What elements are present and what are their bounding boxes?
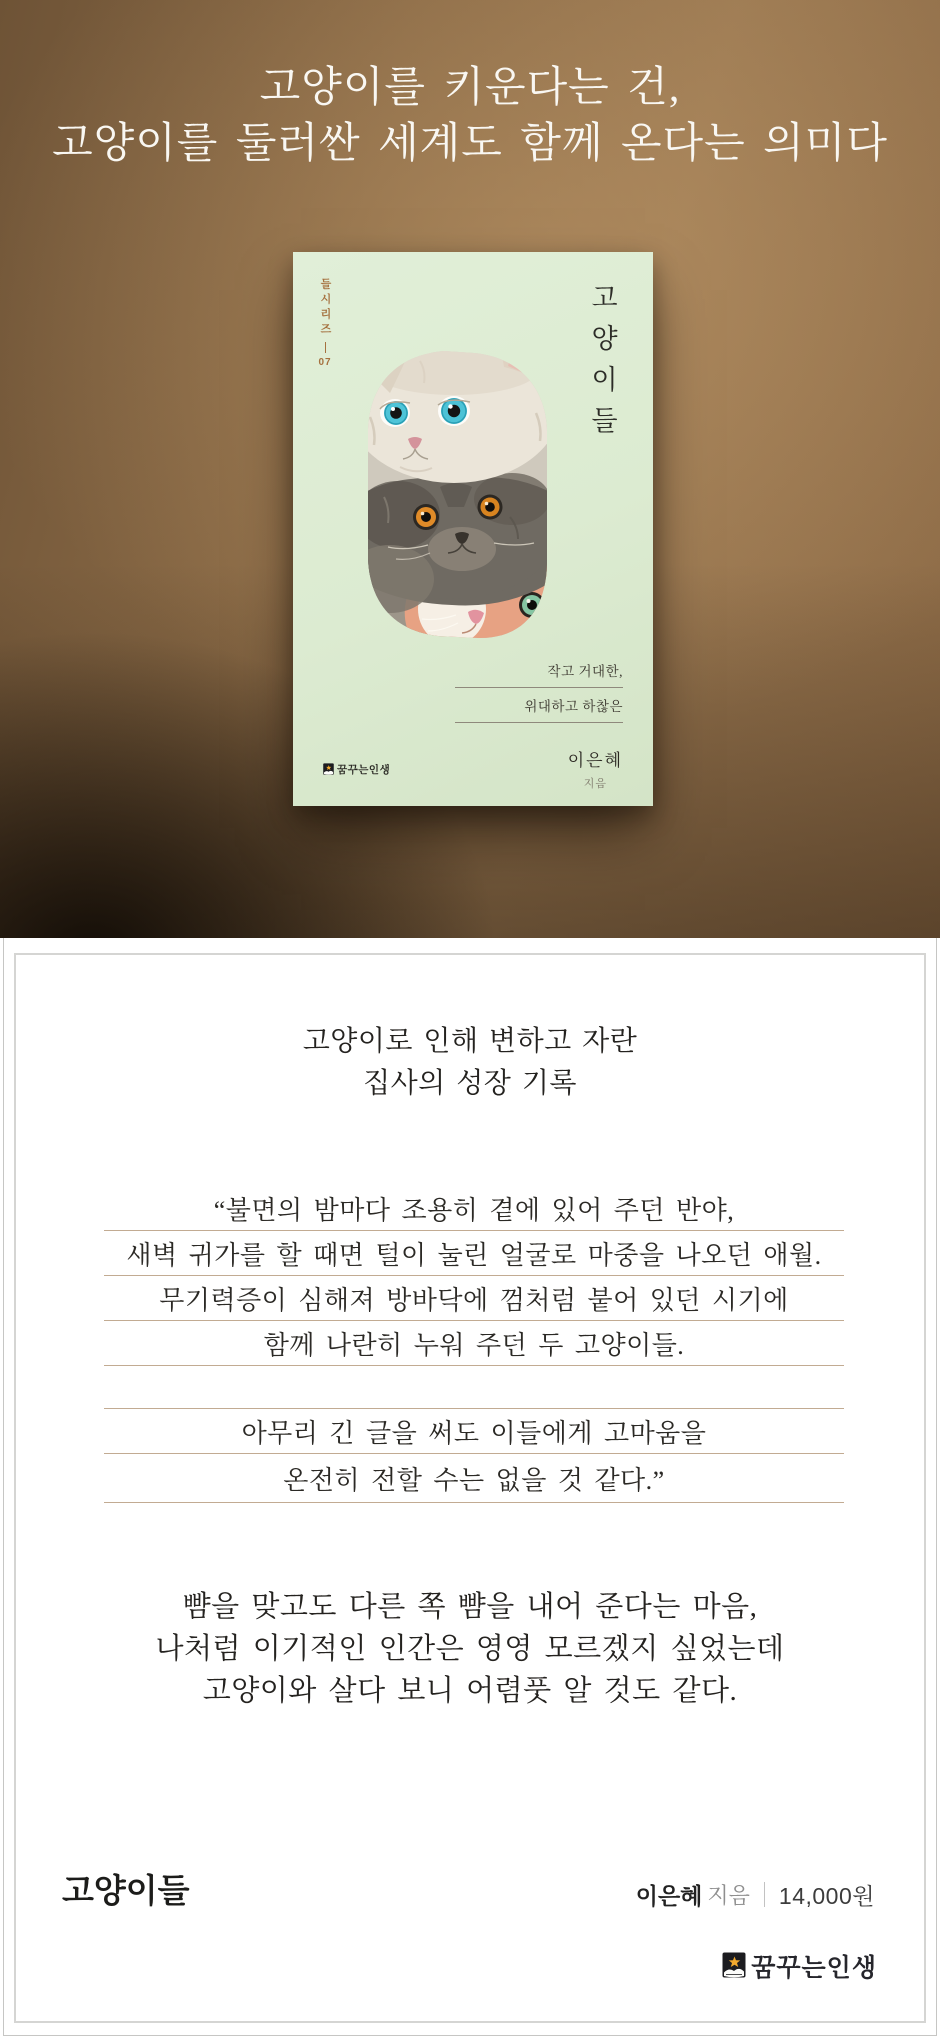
quote-row: 아무리 긴 글을 써도 이들에게 고마움을: [104, 1409, 844, 1454]
publisher-logo-icon: [722, 1952, 746, 1980]
series-label-text: 들시리즈: [319, 278, 331, 338]
cover-author-name: 이은혜: [567, 751, 623, 770]
closing-line2: 나처럼 이기적인 인간은 영영 모르겠지 싶었는데: [155, 1633, 785, 1665]
quote-row: 새벽 귀가를 할 때면 털이 눌린 얼굴로 마중을 나오던 애월.: [104, 1231, 844, 1276]
book-title-vertical: 고양이들: [587, 283, 617, 447]
quote-row: 무기력증이 심해져 방바닥에 껌처럼 붙어 있던 시기에: [104, 1276, 844, 1321]
gray-cat-face: [360, 473, 553, 613]
closing-line1: 뺨을 맞고도 다른 쪽 뺨을 내어 준다는 마음,: [182, 1591, 758, 1623]
quote-block: [104, 1186, 844, 1503]
closing-line3: 고양이와 살다 보니 어렴풋 알 것도 같다.: [202, 1675, 738, 1707]
hero-section: [0, 0, 940, 938]
card-heading-line2: 집사의 성장 기록: [363, 1068, 577, 1099]
hero-headline-line1: 고양이를 키운다는 건,: [259, 65, 681, 111]
hero-headline: [0, 60, 940, 172]
publisher-logo-icon: [323, 763, 334, 776]
card-heading-line1: 고양이로 인해 변하고 자란: [302, 1026, 638, 1057]
cover-author-role: 지음: [583, 778, 607, 790]
footer-book-title: 고양이들: [62, 1872, 190, 1909]
footer-publisher-name: 꿈꾸는인생: [751, 1955, 877, 1982]
white-cat-face: [360, 347, 553, 483]
cover-publisher-name: 꿈꾸는인생: [337, 765, 391, 776]
cover-subtitle: [455, 660, 623, 730]
footer-publisher: [722, 1948, 877, 1984]
footer-author-role: 지음: [707, 1883, 750, 1908]
series-number: 07: [318, 357, 332, 368]
cat-illustration: [360, 347, 553, 643]
quote-row: 함께 나란히 누워 주던 두 고양이들.: [104, 1321, 844, 1366]
footer-divider: [764, 1882, 765, 1907]
quote-row: “불면의 밤마다 조용히 곁에 있어 주던 반야,: [104, 1186, 844, 1231]
cover-author: [568, 746, 623, 791]
hero-headline-line2: 고양이를 둘러싼 세계도 함께 온다는 의미다: [52, 121, 888, 167]
footer-price: 14,000원: [778, 1883, 875, 1909]
cover-subtitle-line1: 작고 거대한,: [455, 660, 623, 688]
cover-subtitle-line2: 위대하고 하찮은: [455, 695, 623, 723]
closing-block: [0, 1586, 940, 1712]
book-cover: [293, 252, 653, 806]
cover-publisher: [323, 762, 390, 777]
description-card: [0, 938, 940, 2043]
series-label: [317, 278, 333, 368]
footer-author: 이은혜: [635, 1883, 703, 1909]
quote-row: [104, 1366, 844, 1409]
quote-row: 온전히 전할 수는 없을 것 같다.”: [104, 1454, 844, 1503]
card-heading: [0, 1021, 940, 1105]
series-dash: [325, 342, 326, 353]
footer-meta: [636, 1878, 875, 1911]
